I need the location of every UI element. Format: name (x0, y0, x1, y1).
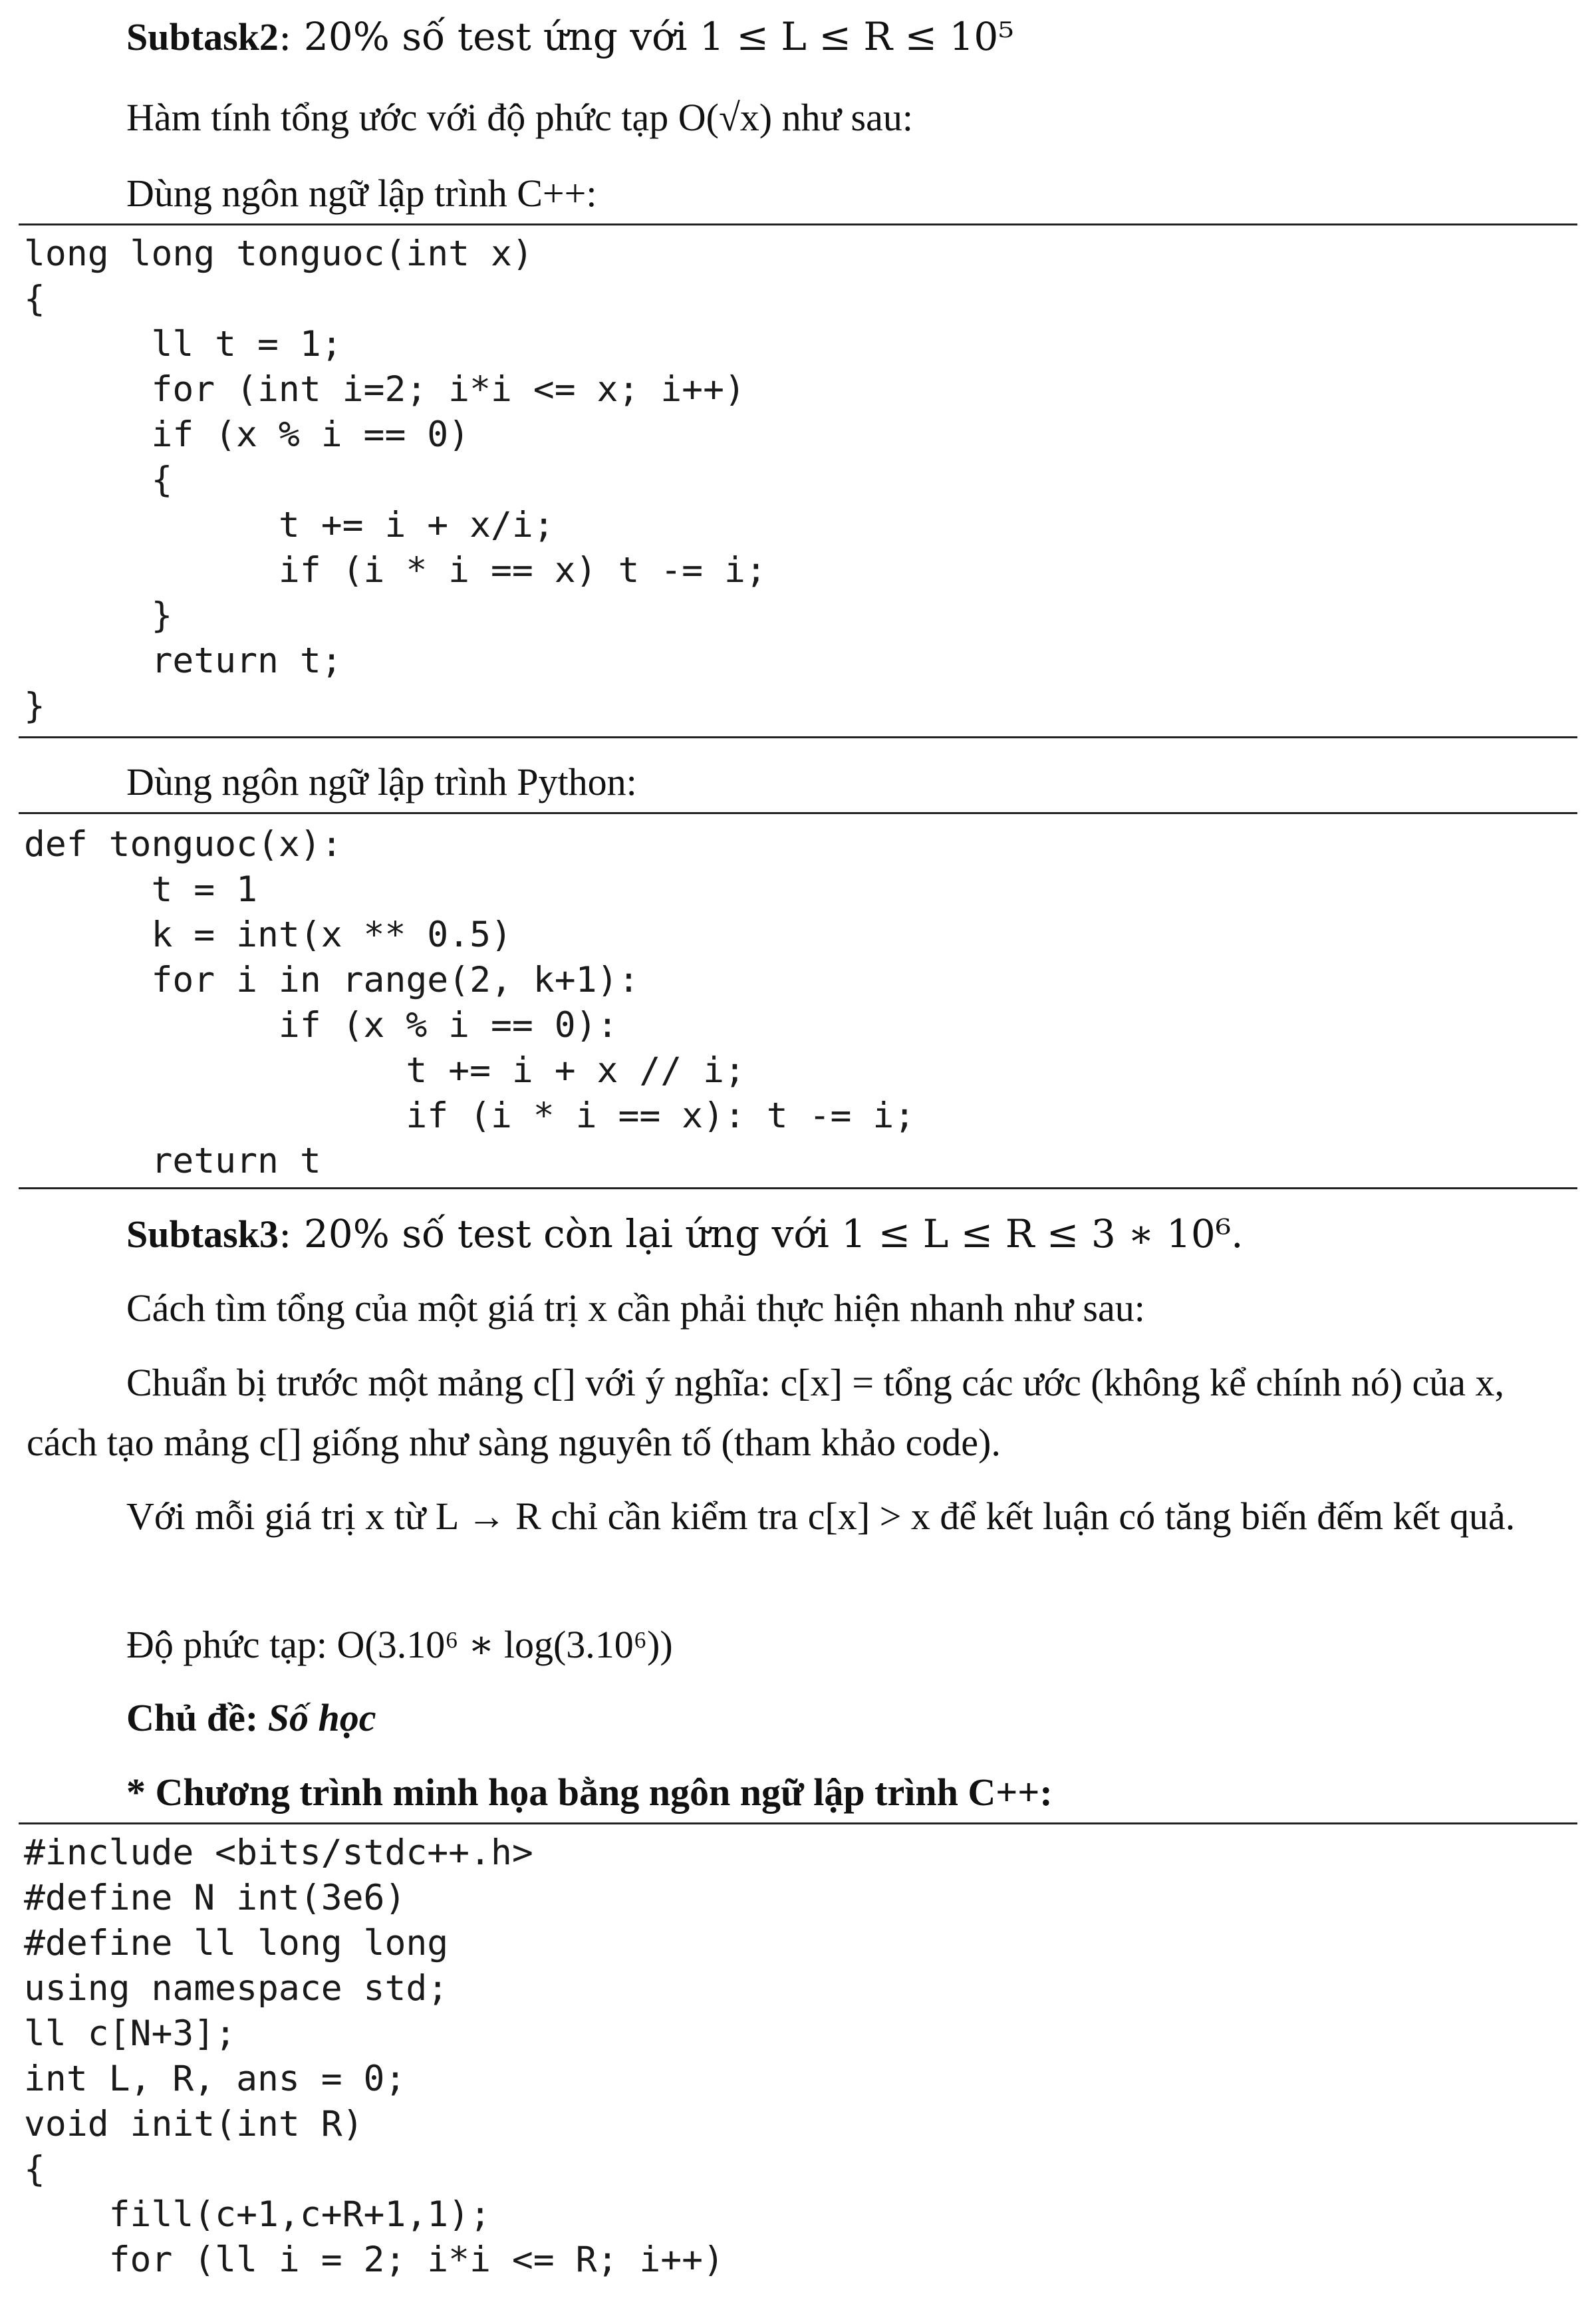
cpp-code-block: long long tonguoc(int x) { ll t = 1; for (int i=2; i*i <= x; i++) if (x % i == 0) { t += i + x/i; if (i * i == x) t -= i; } return t; } (24, 233, 767, 726)
complexity-note: Độ phức tạp: O(3.10⁶ ∗ log(3.10⁶)) (126, 1623, 673, 1666)
fast-sum-note: Cách tìm tổng của một giá trị x cần phải thực hiện nhanh như sau: (126, 1286, 1145, 1330)
cpp-code-bottom-rule (19, 736, 1577, 738)
program-code-top-rule (19, 1822, 1577, 1824)
check-note: Với mỗi giá trị x từ L → R chỉ cần kiểm tra c[x] > x để kết luận có tăng biến đếm kết quả. (126, 1495, 1516, 1538)
subtask3-line (126, 1212, 1576, 1256)
subtask2-text: : 20% số test ứng với 1 ≤ L ≤ R ≤ 10⁵ (278, 14, 1014, 59)
cpp-code-top-rule (19, 223, 1577, 225)
subtask3-label: Subtask3 (126, 1213, 279, 1256)
func-note: Hàm tính tổng ước với độ phức tạp O(√x) như sau: (126, 96, 913, 139)
python-code-block: def tonguoc(x): t = 1 k = int(x ** 0.5) for i in range(2, k+1): if (x % i == 0): t += i + x // i; if (i * i == x): t -= i; return t (24, 824, 916, 1181)
program-heading: * Chương trình minh họa bằng ngôn ngữ lập trình C++: (126, 1771, 1053, 1814)
subtask2-line (126, 15, 1576, 59)
cpp-heading: Dùng ngôn ngữ lập trình C++: (126, 172, 597, 215)
prepare-note: Chuẩn bị trước một mảng c[] với ý nghĩa: c[x] = tổng các ước (không kể chính nó) của x, cách tạo mảng c[] giống như sàng nguyên tố (tham khảo code). (27, 1361, 1505, 1464)
python-code-bottom-rule (19, 1187, 1577, 1189)
python-code-top-rule (19, 812, 1577, 814)
topic-line (126, 1696, 1576, 1740)
topic-value: Số học (267, 1696, 376, 1739)
topic-label: Chủ đề: (126, 1696, 259, 1739)
subtask2-label: Subtask2 (126, 15, 279, 59)
program-code-block: #include <bits/stdc++.h> #define N int(3e6) #define ll long long using namespace std; ll c[N+3]; int L, R, ans = 0; void init(int R) { fill(c+1,c+R+1,1); for (ll i = 2; i*i <= R; i++) (24, 1832, 724, 2280)
python-heading: Dùng ngôn ngữ lập trình Python: (126, 760, 637, 803)
subtask3-text: : 20% số test còn lại ứng với 1 ≤ L ≤ R ≤ 3 ∗ 10⁶. (278, 1211, 1244, 1256)
